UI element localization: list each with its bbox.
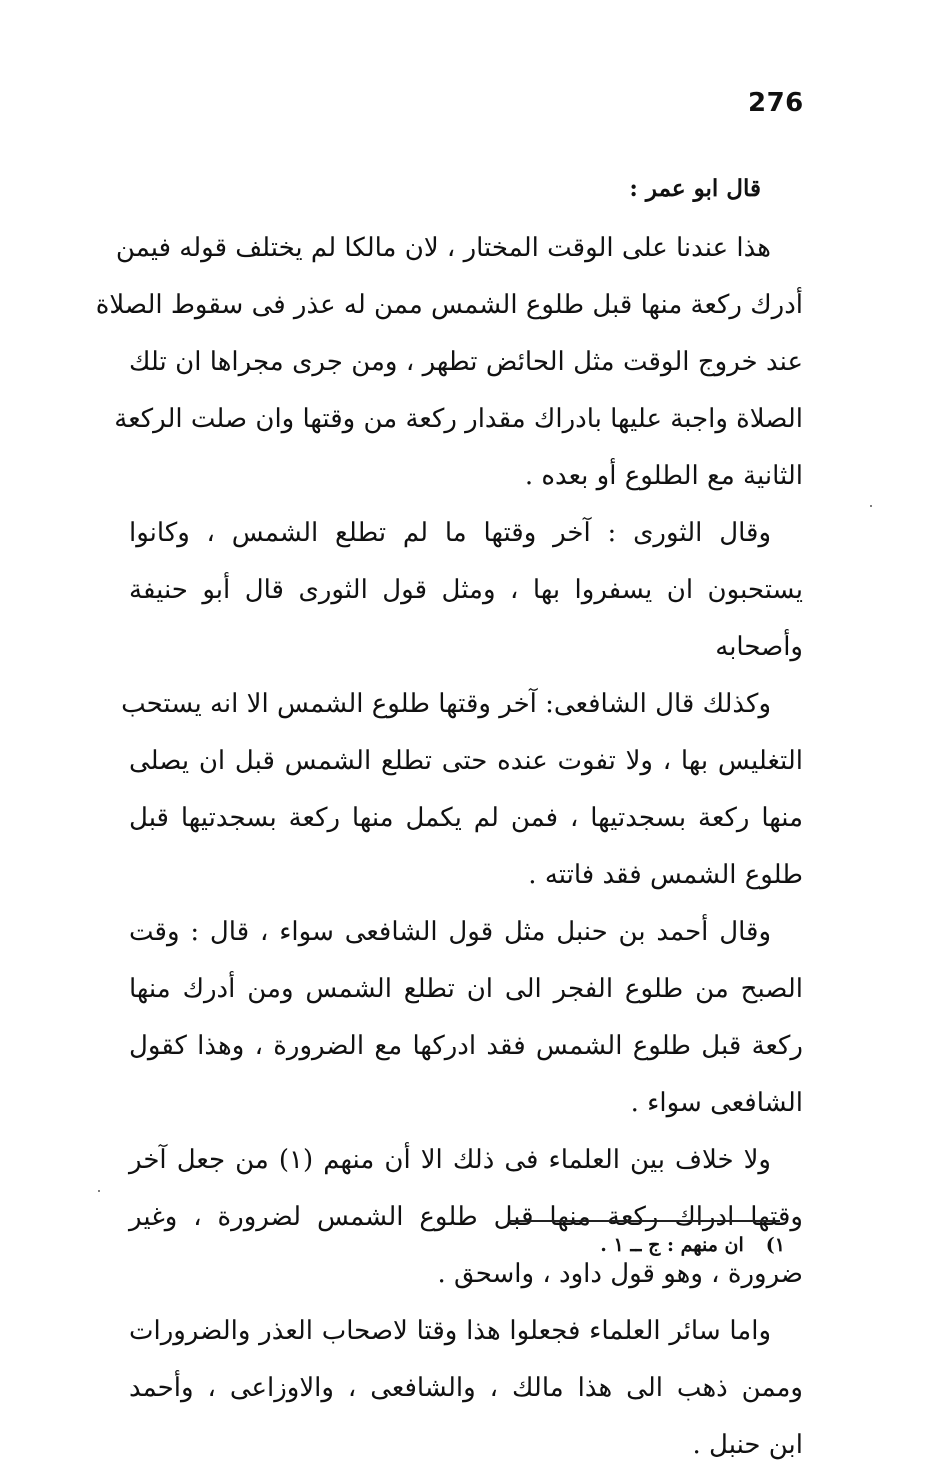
text-line: ابن حنبل . xyxy=(692,1430,803,1460)
footnote-marker: ١) xyxy=(765,1234,785,1256)
paragraph xyxy=(129,1132,803,1303)
text-line: وأصحابه xyxy=(715,632,803,662)
paragraph xyxy=(95,220,803,505)
text-line: عند خروج الوقت مثل الحائض تطهر ، ومن جرى مجراها ان تلك xyxy=(129,347,803,377)
text-line: وكذلك قال الشافعى: آخر وقتها طلوع الشمس الا انه يستحب xyxy=(121,689,771,719)
text-line: الصبح من طلوع الفجر الى ان تطلع الشمس ومن أدرك منها xyxy=(129,974,803,1004)
paragraph xyxy=(121,676,803,904)
scan-speck xyxy=(98,1190,100,1192)
text-line: أدرك ركعة منها قبل طلوع الشمس ممن له عذر فى سقوط الصلاة xyxy=(95,290,803,320)
text-line: طلوع الشمس فقد فاتته . xyxy=(528,860,803,890)
paragraph xyxy=(129,904,803,1132)
text-line: الصلاة واجبة عليها بادراك مقدار ركعة من وقتها وان صلت الركعة xyxy=(114,404,803,434)
text-line: واما سائر العلماء فجعلوا هذا وقتا لاصحاب العذر والضرورات xyxy=(129,1316,771,1346)
text-line: وممن ذهب الى هذا مالك ، والشافعى ، والاوزاعى ، وأحمد xyxy=(129,1373,803,1403)
text-line: وقال الثورى : آخر وقتها ما لم تطلع الشمس ، وكانوا xyxy=(129,518,771,548)
footnote-text: ان منهم : ج ــ ١ . xyxy=(600,1234,744,1256)
text-line: منها ركعة بسجدتيها ، فمن لم يكمل منها ركعة بسجدتيها قبل xyxy=(129,803,803,833)
text-line: الشافعى سواء . xyxy=(630,1088,803,1118)
paragraph xyxy=(129,1303,803,1474)
scan-speck xyxy=(870,505,872,507)
text-line: ضرورة ، وهو قول داود ، واسحق . xyxy=(437,1259,803,1289)
text-line: التغليس بها ، ولا تفوت عنده حتى تطلع الشمس قبل ان يصلى xyxy=(129,746,803,776)
text-line: وقتها ادراك ركعة منها قبل طلوع الشمس لضرورة ، وغير xyxy=(129,1202,803,1232)
text-line: الثانية مع الطلوع أو بعده . xyxy=(524,461,803,491)
text-line: يستحبون ان يسفروا بها ، ومثل قول الثورى قال أبو حنيفة xyxy=(129,575,803,605)
footnote-divider xyxy=(508,1220,780,1222)
section-heading: قال ابو عمر : xyxy=(629,175,761,202)
paragraph xyxy=(129,505,803,676)
text-line: وقال أحمد بن حنبل مثل قول الشافعى سواء ، قال : وقت xyxy=(129,917,771,947)
footnote xyxy=(600,1234,785,1256)
body-text xyxy=(95,220,803,1474)
page-number: 276 xyxy=(748,88,804,118)
text-line: هذا عندنا على الوقت المختار ، لان مالكا لم يختلف قوله فيمن xyxy=(115,233,771,263)
text-line: ولا خلاف بين العلماء فى ذلك الا أن منهم (١) من جعل آخر xyxy=(129,1145,771,1175)
text-line: ركعة قبل طلوع الشمس فقد ادركها مع الضرورة ، وهذا كقول xyxy=(129,1031,803,1061)
